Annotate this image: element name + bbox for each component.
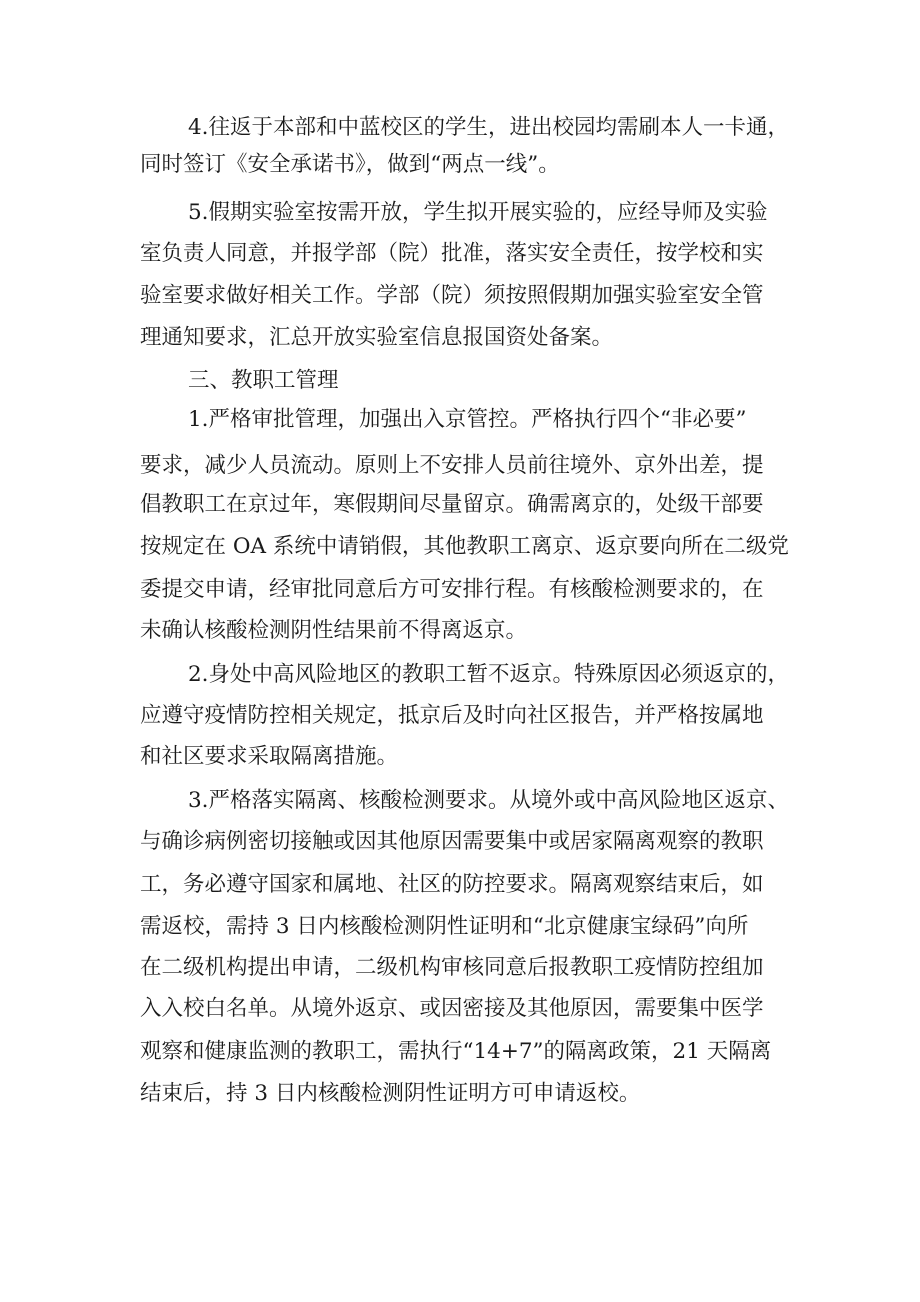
staff-para-1-line-5: 委提交申请，经审批同意后方可安排行程。有核酸检测要求的，在: [140, 577, 764, 602]
staff-para-3-line-2: 与确诊病例密切接触或因其他原因需要集中或居家隔离观察的教职: [140, 829, 764, 854]
staff-para-1-line-2: 要求，减少人员流动。原则上不安排人员前往境外、京外出差，提: [140, 453, 764, 478]
staff-para-3-line-3: 工，务必遵守国家和属地、社区的防控要求。隔离观察结束后，如: [140, 872, 764, 897]
staff-para-2-line-3: 和社区要求采取隔离措施。: [140, 744, 399, 769]
staff-para-1-line-1: 1.严格审批管理，加强出入京管控。严格执行四个“非必要”: [188, 407, 747, 432]
para-5-line-2: 室负责人同意，并报学部（院）批准，落实安全责任，按学校和实: [140, 241, 764, 266]
para-5-line-4: 理通知要求，汇总开放实验室信息报国资处备案。: [140, 325, 614, 350]
para-4-line-2: 同时签订《安全承诺书》，做到“两点一线”。: [140, 152, 560, 177]
staff-para-3-line-1: 3.严格落实隔离、核酸检测要求。从境外或中高风险地区返京、: [188, 788, 790, 813]
staff-para-3-line-4: 需返校，需持 3 日内核酸检测阴性证明和“北京健康宝绿码”向所: [140, 914, 749, 939]
staff-para-3-line-8: 结束后，持 3 日内核酸检测阴性证明方可申请返校。: [140, 1081, 641, 1106]
staff-para-2-line-1: 2.身处中高风险地区的教职工暂不返京。特殊原因必须返京的，: [188, 662, 790, 687]
para-4-line-1: 4.往返于本部和中蓝校区的学生，进出校园均需刷本人一卡通，: [188, 115, 790, 140]
section-heading-staff: 三、教职工管理: [188, 368, 339, 393]
para-5-line-3: 验室要求做好相关工作。学部（院）须按照假期加强实验室安全管: [140, 283, 764, 308]
staff-para-1-line-6: 未确认核酸检测阴性结果前不得离返京。: [140, 618, 528, 643]
staff-para-1-line-3: 倡教职工在京过年，寒假期间尽量留京。确需离京的，处级干部要: [140, 492, 764, 517]
para-5-line-1: 5.假期实验室按需开放，学生拟开展实验的，应经导师及实验: [188, 200, 768, 225]
staff-para-3-line-7: 观察和健康监测的教职工，需执行“14+7”的隔离政策，21 天隔离: [140, 1039, 772, 1064]
staff-para-2-line-2: 应遵守疫情防控相关规定，抵京后及时向社区报告，并严格按属地: [140, 703, 764, 728]
staff-para-3-line-5: 在二级机构提出申请，二级机构审核同意后报教职工疫情防控组加: [140, 955, 764, 980]
staff-para-3-line-6: 入入校白名单。从境外返京、或因密接及其他原因，需要集中医学: [140, 996, 764, 1021]
staff-para-1-line-4: 按规定在 OA 系统中请销假，其他教职工离京、返京要向所在二级党: [140, 534, 789, 559]
